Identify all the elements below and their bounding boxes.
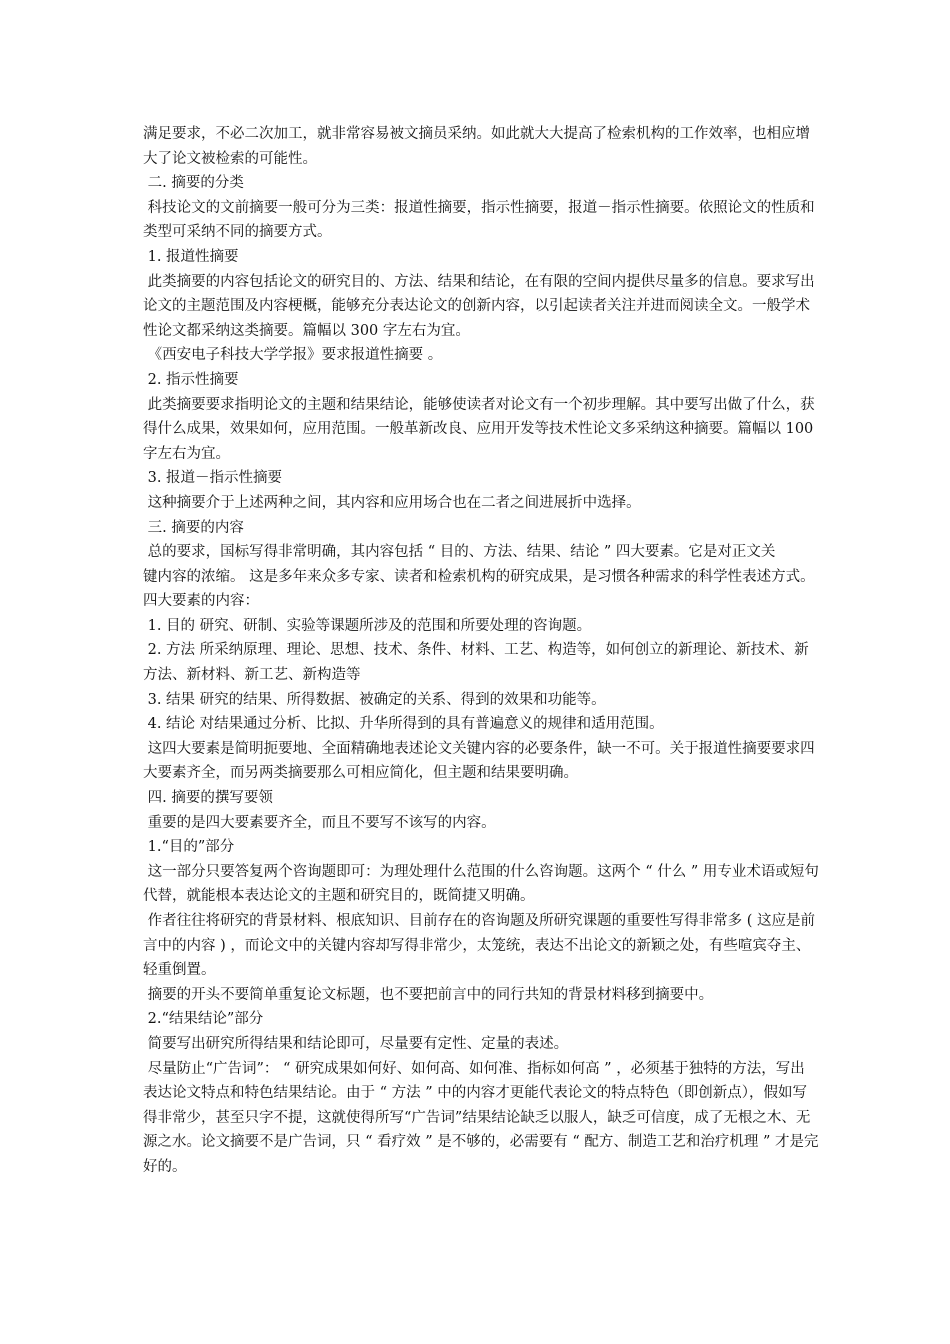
paragraph: 《西安电子科技大学学报》要求报道性摘要 。 <box>143 347 443 364</box>
paragraph: 这一部分只要答复两个咨询题即可：为理处理什么范围的什么咨询题。这两个 “ 什么 ” 用专业术语或短句代替，就能根本表达论文的主题和研究目的，既简捷又明确。 <box>143 863 819 905</box>
paragraph: 重要的是四大要素要齐全，而且不要写不该写的内容。 <box>143 814 496 831</box>
subsection-heading: 1.“目的”部分 <box>143 839 235 856</box>
subsection-heading: 2. 指示性摘要 <box>143 371 239 388</box>
subsection-heading: 3. 报道－指示性摘要 <box>143 470 283 487</box>
paragraph: 作者往往将研究的背景材料、根底知识、目前存在的咨询题及所研究课题的重要性写得非常多 ( 这应是前言中的内容 ) ，而论文中的关键内容却写得非常少，太笼统，表达不出论文的新颖之处，有些喧宾夺主、轻重倒置。 <box>143 913 815 979</box>
paragraph: 这四大要素是简明扼要地、全面精确地表述论文关键内容的必要条件，缺一不可。关于报道性摘要要求四大要素齐全，而另两类摘要那么可相应简化，但主题和结果要明确。 <box>143 740 815 782</box>
list-item: 3. 结果 研究的结果、所得数据、被确定的关系、得到的效果和功能等。 <box>143 691 606 708</box>
paragraph: 总的要求，国标写得非常明确，其内容包括 “ 目的、方法、结果、结论 ” 四大要素。它是对正文关 <box>143 544 776 561</box>
paragraph: 这种摘要介于上述两种之间，其内容和应用场合也在二者之间进展折中选择。 <box>143 494 641 511</box>
paragraph: 此类摘要要求指明论文的主题和结果结论，能够使读者对论文有一个初步理解。其中要写出做了什么，获得什么成果，效果如何，应用范围。一般革新改良、应用开发等技术性论文多采纳这种摘要。篇幅以 100 字左右为宜。 <box>143 396 818 462</box>
paragraph: 键内容的浓缩。 这是多年来众多专家、读者和检索机构的研究成果，是习惯各种需求的科学性表述方式。 四大要素的内容： <box>143 568 824 610</box>
paragraph: 此类摘要的内容包括论文的研究目的、方法、结果和结论，在有限的空间内提供尽量多的信息。要求写出论文的主题范围及内容梗概，能够充分表达论文的创新内容，以引起读者关注并进而阅读全文。一般学术性论文都采纳这类摘要。篇幅以 300 字左右为宜。 <box>143 273 815 339</box>
subsection-heading: 2.“结果结论”部分 <box>143 1011 264 1028</box>
paragraph: 满足要求，不必二次加工，就非常容易被文摘员采纳。如此就大大提高了检索机构的工作效率，也相应增大了论文被检索的可能性。 <box>143 126 810 167</box>
subsection-heading: 1. 报道性摘要 <box>143 248 239 265</box>
paragraph: 摘要的开头不要简单重复论文标题，也不要把前言中的同行共知的背景材料移到摘要中。 <box>143 986 714 1003</box>
paragraph: 简要写出研究所得结果和结论即可，尽量要有定性、定量的表述。 <box>143 1035 569 1052</box>
paragraph: 科技论文的文前摘要一般可分为三类：报道性摘要，指示性摘要，报道－指示性摘要。依照论文的性质和类型可采纳不同的摘要方式。 <box>143 199 815 241</box>
section-heading: 四. 摘要的撰写要领 <box>143 790 273 807</box>
list-item: 1. 目的 研究、研制、实验等课题所涉及的范围和所要处理的咨询题。 <box>143 617 592 634</box>
paragraph: 尽量防止“广告词”： “ 研究成果如何好、如何高、如何准、指标如何高 ” ，必须基于独特的方法，写出表达论文特点和特色结果结论。由于 “ 方法 ” 中的内容才更能代表论文的特点特色（即创新点），假如写得非常少，甚至只字不提，这就使得所写“广告词”结果结论缺乏以服人，缺乏可信度，成了无根之木、无源之水。论文摘要不是广告词，只 “ 看疗效 ” 是不够的，必需要有 “ 配方、制造工艺和治疗机理 ” 才是完好的。 <box>143 1060 819 1175</box>
section-heading: 二. 摘要的分类 <box>143 175 244 192</box>
list-item: 4. 结论 对结果通过分析、比拟、升华所得到的具有普遍意义的规律和适用范围。 <box>143 716 664 733</box>
section-heading: 三. 摘要的内容 <box>143 519 244 536</box>
list-item: 2. 方法 所采纳原理、理论、思想、技术、条件、材料、工艺、构造等，如何创立的新理论、新技术、新方法、新材料、新工艺、新构造等 <box>143 642 809 684</box>
document-body <box>143 122 824 1180</box>
